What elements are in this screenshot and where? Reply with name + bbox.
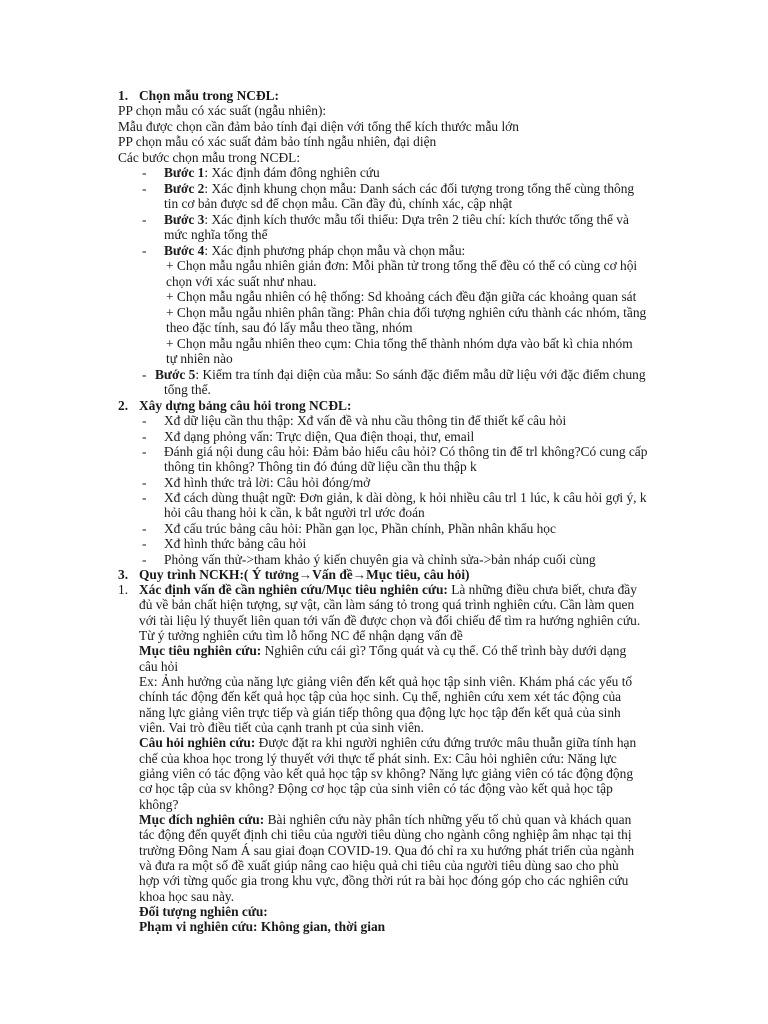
- purpose-line-1: [139, 812, 631, 828]
- list-dash: -: [142, 181, 147, 196]
- list-dash: -: [142, 212, 147, 227]
- section-3-number: 3.: [118, 567, 129, 582]
- research-scope-label: Phạm vi nghiên cứu: Không gian, thời gian: [139, 919, 386, 934]
- q-item-4: Xđ hình thức trả lời: Câu hỏi đóng/mở: [164, 475, 371, 490]
- purpose-text-line-3: trường Đông Nam Á sau giai đoạn COVID-19. Qua đó chỉ ra xu hướng phát triển của ngành: [139, 843, 635, 858]
- q-item-7: Xđ hình thức bảng câu hỏi: [164, 536, 307, 551]
- step-4-method-c-line-2: theo đặc tính, sau đó lấy mẫu theo tầng, nhóm: [166, 320, 413, 335]
- q-item-5-line-2: hỏi câu thang hỏi k cần, k bắt người trl ước đoán: [164, 505, 425, 520]
- step-4-label: Bước 4: [164, 243, 205, 258]
- research-subject-label: Đối tượng nghiên cứu:: [139, 904, 268, 919]
- step-4: [164, 243, 465, 259]
- step-5-text-line-2: tổng thể.: [164, 382, 211, 397]
- research-question-text-line-3: giảng viên có tác động vào kết quả học tập sv không? Năng lực giảng viên có tác động động: [139, 766, 634, 781]
- section-3-heading: Quy trình NCKH:( Ý tưởng→Vấn đề→Mục tiêu, câu hỏi): [139, 567, 470, 582]
- s3-sub-heading: Xác định vấn đề cần nghiên cứu/Mục tiêu nghiên cứu:: [139, 582, 448, 597]
- research-question-text-line-1: Được đặt ra khi người nghiên cứu đứng trước mâu thuẫn giữa tính hạn: [255, 735, 637, 750]
- purpose-text-line-2: tác động đến quyết định chi tiêu của người tiêu dùng cho ngành công nghiệp âm nhạc tại thị: [139, 827, 632, 842]
- s3-sub-number: 1.: [118, 582, 129, 597]
- q-item-3-line-2: thông tin không? Thông tin đó đúng dữ liệu cần thu thập k: [164, 459, 477, 474]
- list-dash: -: [142, 413, 147, 428]
- research-question-text-line-2: chế của khoa học trong lý thuyết với thực tế phát sinh. Ex: Câu hỏi nghiên cứu: Năng lực: [139, 751, 617, 766]
- research-question-label: Câu hỏi nghiên cứu:: [139, 735, 256, 750]
- step-4-text: : Xác định phương pháp chọn mẫu và chọn mẫu:: [204, 243, 466, 258]
- list-dash: -: [142, 444, 147, 459]
- list-dash: -: [142, 552, 147, 567]
- purpose-text-line-4: và đưa ra một số đề xuất giúp nâng cao hiệu quả chi tiêu của người tiêu dùng sao cho phù: [139, 858, 619, 873]
- example-1-line-3: năng lực giảng viên trực tiếp và gián tiếp thông qua động lực học tập đến kết quả của sinh: [139, 705, 621, 720]
- section-2-heading: Xây dựng bảng câu hỏi trong NCĐL:: [139, 398, 352, 413]
- purpose-text-line-1: Bài nghiên cứu này phân tích những yếu tố chủ quan và khách quan: [264, 812, 632, 827]
- research-question-line-1: [139, 735, 636, 751]
- step-2-label: Bước 2: [164, 181, 205, 196]
- step-1-label: Bước 1: [164, 165, 205, 180]
- s1-paragraph-2: Mẫu được chọn cần đảm bảo tính đại diện với tổng thể kích thước mẫu lớn: [118, 119, 519, 134]
- section-2-number: 2.: [118, 398, 129, 413]
- s3-sub-line-1: [139, 582, 637, 598]
- step-3-text-line-1: : Xác định kích thước mẫu tối thiểu: Dựa trên 2 tiêu chí: kích thước tổng thể và: [204, 212, 629, 227]
- list-dash: -: [142, 165, 147, 180]
- step-4-method-a-line-2: chọn với xác suất như nhau.: [166, 274, 317, 289]
- step-4-method-a-line-1: + Chọn mẫu ngẫu nhiên giản đơn: Mỗi phần tử trong tổng thể đều có thể có cùng cơ hội: [166, 258, 638, 273]
- step-5-text-line-1: : Kiểm tra tính đại diện của mẫu: So sánh đặc điểm mẫu dữ liệu với đặc điểm chung: [195, 367, 646, 382]
- s3-sub-text-line-1: Là những điều chưa biết, chưa đầy: [447, 582, 637, 597]
- step-2: [164, 181, 634, 197]
- step-3: [164, 212, 629, 228]
- purpose-text-line-5: hợp với từng quốc gia trong khu vực, đồng thời rút ra bài học đóng góp cho các nghiên cứu: [139, 873, 629, 888]
- objective-label: Mục tiêu nghiên cứu:: [139, 643, 262, 658]
- step-1: [164, 165, 380, 181]
- purpose-label: Mục đích nghiên cứu:: [139, 812, 265, 827]
- section-1-heading: Chọn mẫu trong NCĐL:: [139, 88, 279, 103]
- q-item-8: Phỏng vấn thử->tham khảo ý kiến chuyên gia và chỉnh sửa->bản nháp cuối cùng: [164, 552, 596, 567]
- section-1-number: 1.: [118, 88, 129, 103]
- list-dash: -: [142, 243, 147, 258]
- s1-paragraph-4: Các bước chọn mẫu trong NCĐL:: [118, 150, 301, 165]
- s3-sub-text-line-3: với tài liệu lý thuyết liên quan tới vấn đề được chọn và đối chiếu để tìm ra hướng nghiên cứu.: [139, 613, 641, 628]
- example-1-line-1: Ex: Ảnh hưởng của năng lực giảng viên đến kết quả học tập sinh viên. Khám phá các yếu tố: [139, 674, 633, 689]
- list-dash: -: [142, 367, 147, 382]
- list-dash: -: [142, 536, 147, 551]
- q-item-5-line-1: Xđ cách dùng thuật ngữ: Đơn giản, k dài dòng, k hỏi nhiều câu trl 1 lúc, k câu hỏi gợi ý, k: [164, 490, 647, 505]
- research-question-text-line-4: cơ học tập của sv không? Động cơ học tập của sinh viên có tác động vào kết quả học tập: [139, 781, 613, 796]
- s3-sub-text-line-2: đủ về bản chất hiện tượng, sự vật, cần làm sáng tỏ trong quá trình nghiên cứu. Cần làm quen: [139, 597, 635, 612]
- example-1-line-2: chính tác động đến kết quả học tập của học sinh. Cụ thể, nghiên cứu xem xét tác động của: [139, 689, 622, 704]
- s3-sub-text-line-4: Từ ý tưởng nghiên cứu tìm lỗ hổng NC để nhận dạng vấn đề: [139, 628, 463, 643]
- list-dash: -: [142, 521, 147, 536]
- objective-text-line-2: câu hỏi: [139, 659, 179, 674]
- step-4-method-c-line-1: + Chọn mẫu ngẫu nhiên phân tầng: Phân chia đối tượng nghiên cứu thành các nhóm, tầng: [166, 305, 647, 320]
- objective-line-1: [139, 643, 626, 659]
- purpose-text-line-6: khoa học sau này.: [139, 889, 235, 904]
- step-5-label: Bước 5: [155, 367, 196, 382]
- step-4-method-d-line-1: + Chọn mẫu ngẫu nhiên theo cụm: Chia tổng thể thành nhóm dựa vào bất kì chia nhóm: [166, 336, 633, 351]
- step-3-label: Bước 3: [164, 212, 205, 227]
- list-dash: -: [142, 475, 147, 490]
- step-4-method-d-line-2: tự nhiên nào: [166, 351, 233, 366]
- q-item-1: Xđ dữ liệu cần thu thập: Xđ vấn đề và nhu cầu thông tin để thiết kế câu hỏi: [164, 413, 567, 428]
- step-5: [155, 367, 646, 383]
- list-dash: -: [142, 490, 147, 505]
- research-question-text-line-5: không?: [139, 797, 179, 812]
- step-2-text-line-1: : Xác định khung chọn mẫu: Danh sách các đối tượng trong tổng thể cùng thông: [204, 181, 635, 196]
- step-4-method-b: + Chọn mẫu ngẫu nhiên có hệ thống: Sd khoảng cách đều đặn giữa các khoảng quan sát: [166, 289, 637, 304]
- s1-paragraph-1: PP chọn mẫu có xác suất (ngẫu nhiên):: [118, 103, 327, 118]
- step-2-text-line-2: tin cơ bản được sd để chọn mẫu. Cần đầy đủ, chính xác, cập nhật: [164, 196, 513, 211]
- list-dash: -: [142, 429, 147, 444]
- q-item-2: Xđ dạng phỏng vấn: Trực diện, Qua điện thoại, thư, email: [164, 429, 475, 444]
- objective-text-line-1: Nghiên cứu cái gì? Tổng quát và cụ thể. Có thể trình bày dưới dạng: [261, 643, 627, 658]
- example-1-line-4: viên. Vai trò điều tiết của cạnh tranh pt của sinh viên.: [139, 720, 424, 735]
- q-item-6: Xđ cấu trúc bảng câu hỏi: Phần gạn lọc, Phần chính, Phần nhân khẩu học: [164, 521, 556, 536]
- s1-paragraph-3: PP chọn mẫu có xác suất đảm bảo tính ngẫu nhiên, đại diện: [118, 134, 437, 149]
- step-1-text: : Xác định đám đông nghiên cứu: [204, 165, 380, 180]
- q-item-3-line-1: Đánh giá nội dung câu hỏi: Đảm bảo hiểu câu hỏi? Có thông tin để trl không?Có cung cấp: [164, 444, 648, 459]
- step-3-text-line-2: mức nghĩa tổng thể: [164, 227, 268, 242]
